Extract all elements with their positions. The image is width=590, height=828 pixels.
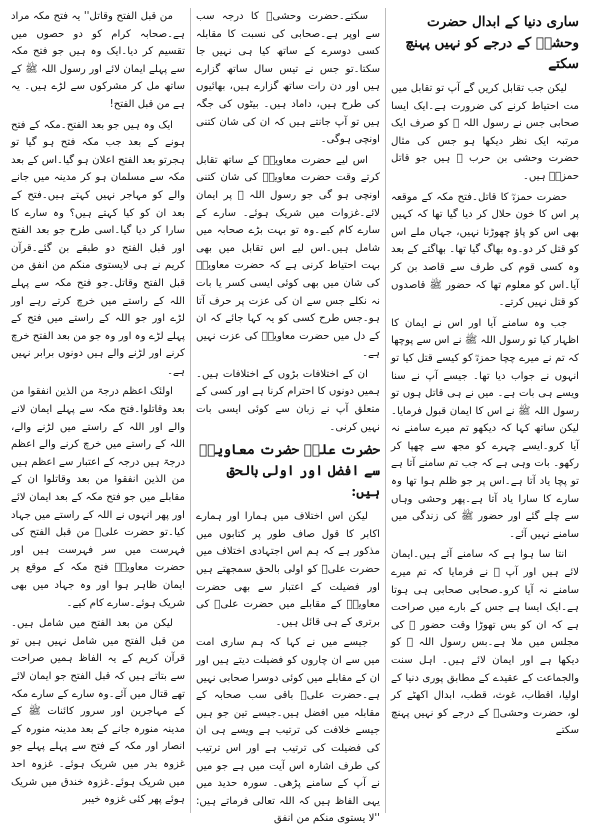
paragraph: اس لیے حضرت معاویہؓ کے ساتھ تقابل کرتے وقت حضرت معاویہؓ کی شان کتنی اونچی ہو گی جو رسول اللہ ﷺ پر ایمان لائے۔غزوات میں شریک ہوئے۔ سارے کے سارے کام کیے۔وہ تو بہت بڑے صحابہ میں شامل ہیں۔اس لیے اس تقابل میں بھی بہت احتیاط کرنی ہے کہ حضرت معاویہؓ کی شان میں بھی کوئی ایسی کسر یا بات نہ نکلے جس سے ان کی عزت پر حرف آتا ہو۔جس طرح کسی کو یہ کہا جائے کہ ان کے دل میں حضرت معاویہؓ کی عزت نہیں ہے۔ — [196, 154, 380, 360]
paragraph: جیسے میں نے کہا کہ ہم ساری امت میں سے ان چاروں کو فضیلت دیتے ہیں اور ان کے مقابلے میں کوئی دوسرا صحابی نہیں ہے۔حضرت علیؓ باقی سب صحابہ کے مقابلہ میں افضل ہیں۔جیسے تین جو ہیں جیسے خلافت کی ترتیب ہے ویسے ہی ان کی فضیلت کی ترتیب ہے اور اس ترتیب کی طرف اشارہ اس آیت میں ہے جو میں نے آپ کے سامنے پڑھی۔ سورہ حدید میں یہی الفاظ ہیں کہ اللہ تعالی فرماتے ہیں: ''لا یستوی منکم من انفق — [196, 637, 380, 825]
paragraph: اولئک اعظم درجۃ من الذین انفقوا من بعد وقاتلوا۔فتح مکہ سے پہلے ایمان لانے والے اور اللہ کے راستے میں لڑنے والے، اللہ کے راستے میں خرچ کرنے والے اعظم درجۃ ہیں درجہ کے اعتبار سے اعظم ہیں من الذین انفقوا من بعد وقاتلوا ان کے مقابلے میں جو فتح مکہ کے بعد ایمان لائے اور پھر انہوں نے اللہ کے راستے میں جہاد کیا۔تو حضرت علیؓ من قبل الفتح کی فہرست میں سر فہرست ہیں اور حضرت معاویہؓ فتح مکہ کے موقع پر ایمان ظاہر ہوا اور وہ جہاد میں بھی شریک ہوئے۔سارے کام کیے۔ — [11, 386, 185, 609]
section-heading-abdal: ساری دنیا کے ابدال حضرت وحشیؓ کے درجے کو نہیں پہنچ سکتے — [405, 14, 579, 72]
paragraph: جب وہ سامنے آیا اور اس نے ایمان کا اظہار کیا تو رسول اللہ ﷺ نے اس سے پوچھا کہ تم نے میرے چچا حمزہؓ کو کیسے قتل کیا تو انہوں نے جواب دیا تھا۔ جیسے آپ نے سنا ویسے ہی بات ہے۔ میں نے ہی قاتل ہوں تو رسول اللہ ﷺ نے اس کا ایمان قبول فرمایا۔لیکن ساتھ کہا کہ دیکھو تم میرے سامنے نہ آیا کرو۔ایسے چہرے کو مجھ سے چھپا کر رکھو۔ بات وہی ہے کہ جب تم سامنے آتا ہے تو پچا یاد آتا ہے۔اس پر جو ظلم ہوا تھا وہ سارے کا سارا یاد آتا ہے۔پھر وحشی وہاں سے چلے گئے اور حضور ﷺ کی زندگی میں سامنے نہیں آئے۔ — [391, 317, 579, 540]
paragraph: لیکن جب تقابل کریں گے آپ تو تقابل میں مت احتیاط کرنے کی ضرورت ہے۔ایک ایسا صحابی جس نے رسول اللہ ﷺ کو صرف ایک مرتبہ ایک نظر دیکھا ہو جس کی مثال حضرت وحشی بن حرب ؓ ہیں جو قاتل حمزہؓ ہیں۔ — [391, 83, 579, 182]
text-column-left — [6, 8, 190, 813]
text-column-middle — [190, 8, 386, 825]
paragraph: ان کے اختلافات بڑوں کے اختلافات ہیں۔ ہمیں دونوں کا احترام کرنا ہے اور کسی کے متعلق آپ نے زبان سے کوئی ایسی بات نہیں کرنی۔ — [196, 368, 380, 433]
paragraph: انتا سا ہوا ہے کہ سامنے آئے ہیں۔ایمان لائے ہیں اور آپ ﷺ نے فرمایا کہ تم میرے سامنے نہ آیا کرو۔صحابی صحابی ہی ہوتا ہے۔ایک ایسا ہے جس کے بارے میں صراحت ہے کہ ان کو بس تھوڑا وقت حضور ﷺ کی مجلس میں ملا ہے۔بس رسول اللہ ﷺ کو دیکھا ہے اور ایمان لائے ہیں۔ اہل سنت والجماعت کے عقیدے کے مطابق پوری دنیا کے اولیا، اقطاب، غوث، قطب، ابدال اکھٹے کر لو، حضرت وحشیؓ کے درجے کو نہیں پہنچ سکتے — [391, 549, 579, 737]
paragraph: لیکن من بعد الفتح میں شامل ہیں۔من قبل الفتح میں شامل نہیں ہیں تو قرآن کریم کے یہ الفاظ ہمیں صراحت سے بتاتے ہیں کہ قبل الفتح جو ایمان لائے تھے قتال میں آئے۔وہ سارے کے سارے مکہ کے مہاجرین اور سرور کائنات ﷺ کے مدینہ منورہ جانے کے بعد مدینہ منورہ کے انصار اور مکہ کے فتح سے پہلے پہلے جو غزوہ بدر میں شریک ہوئے۔ غزوہ احد میں شریک ہوئے۔غزوہ خندق میں شریک ہوئے پھر کئی غزوہ خیبر — [11, 618, 185, 806]
section-heading-ali-afzal: حضرت علیؓ حضرت معاویہؓ سے افضل اور اولی بالحق ہیں: — [199, 442, 380, 501]
paragraph: من قبل الفتح وقاتل'' یہ فتح مکہ مراد ہے۔صحابہ کرام کو دو حصوں میں تقسیم کر دیا۔ایک وہ ہیں جو فتح مکہ سے پہلے ایمان لائے اور رسول اللہ ﷺ کے ساتھ مل کر مشرکوں سے لڑے ہیں۔ یہ ہے من قبل الفتح! — [11, 11, 185, 110]
paragraph: حضرت حمزہؓ کا قاتل۔فتح مکہ کے موقعہ پر اس کا خون حلال کر دیا گیا تھا کہ کہیں بھی اس کو پاؤ چھوڑنا نہیں، جہاں ملے اس کو قتل کر دو۔وہ بھاگ گیا تھا۔ بھاگتے کے بعد وہ کسی قوم کی طرف سے قاصد بن کر آیا۔اس کو معلوم تھا کہ حضور ﷺ قاصدوں کو قتل نہیں کرتے۔ — [391, 191, 579, 309]
text-column-right — [386, 8, 584, 813]
paragraph: لیکن اس اختلاف میں ہمارا اور ہمارے اکابر کا قول صاف طور پر کتابوں میں مذکور ہے کہ ہم اس اجتہادی اختلاف میں حضرت علیؓ کو اولی بالحق سمجھتے ہیں اور فضیلت کے اعتبار سے بھی حضرت معاویہؓ کے مقابلے میں حضرت علیؓ کی برتری کے ہی قائل ہیں۔ — [196, 511, 380, 628]
paragraph: ایک وہ ہیں جو بعد الفتح۔مکہ کے فتح ہونے کے بعد جب مکہ فتح ہو گیا تو ہجرتو بعد الفتح اعلان ہو گیا۔اس کے بعد مکہ سے مسلمان ہو کر مدینہ میں جانے والے کو مہاجر نہیں کہتے ہیں۔فتح کے بعد ان کو کیا کہتے ہیں؟ وہ سارے کا سارا کر دیا گیا۔اسی طرح جو بعد الفتح اور قبل الفتح دو طبقے بن گئے۔قرآن کریم نے ہی لایستوی منکم من انفق من قبل الفتح وقاتل۔جو فتح مکہ سے پہلے اللہ کے راستے میں خرچ کرتے رہے اور لڑے اور جو اللہ کے راستے میں فتح کے پہلے لڑے وہ اور وہ جو من بعد الفتح خرچ کرنے اور لڑنے والے ہیں دونوں برابر نہیں ہے۔ — [11, 119, 185, 377]
paragraph: سکتے۔حضرت وحشیؓ کا درجہ سب سے اوپر ہے۔صحابی کی نسبت کا مقابلہ کسی دوسرے کے ساتھ کیا ہی نہیں جا سکتا۔تو جس نے تیس سال ساتھ گزارے ہیں اور دن رات ساتھ گزارے ہیں، بھائیوں کی طرح ہیں، داماد ہیں۔ بیٹوں کی جگہ ہیں تو آپ جانتے ہیں کہ ان کی شان کتنی اونچی ہوگی۔ — [196, 11, 380, 146]
